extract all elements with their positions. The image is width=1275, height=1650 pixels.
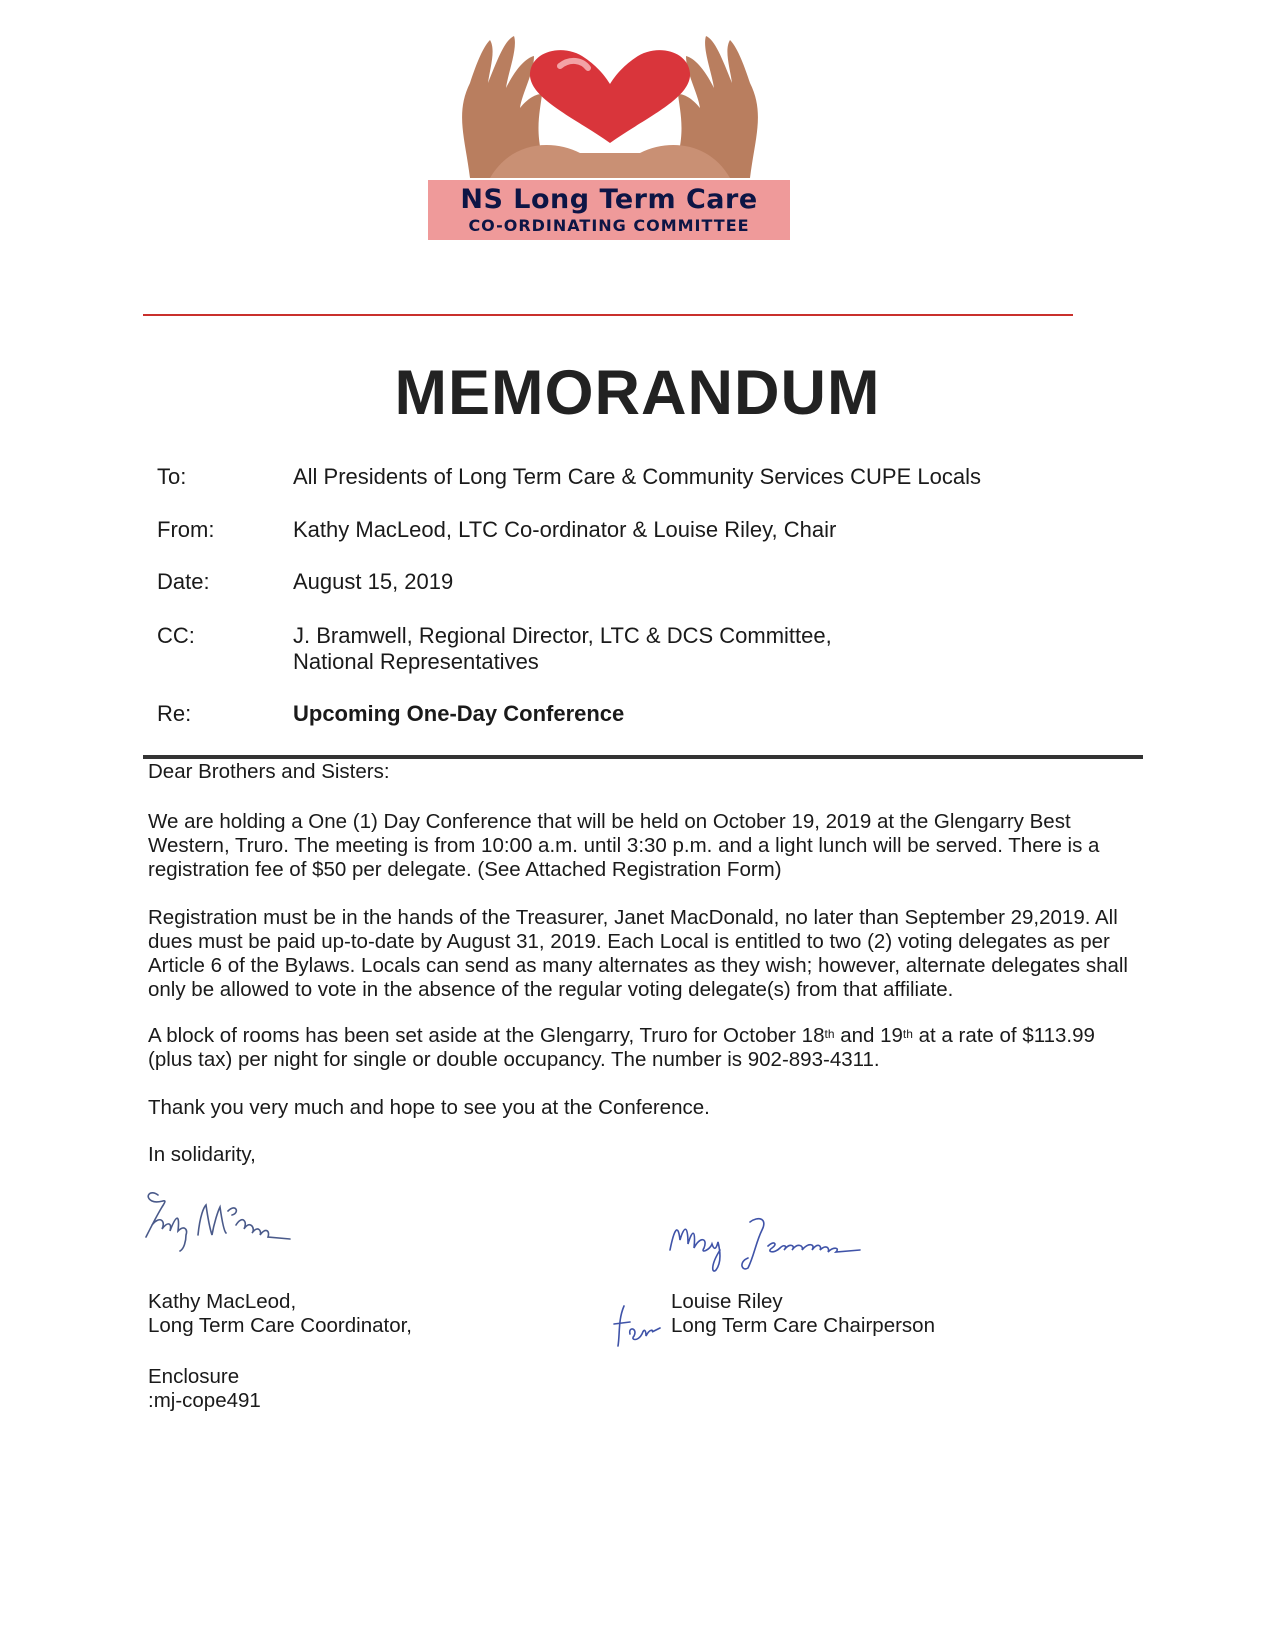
signature-for-mark — [612, 1300, 664, 1350]
paragraph-3-part-a: A block of rooms has been set aside at the Glengarry, Truro for October 18 — [148, 1024, 825, 1047]
cc-value-line1: J. Bramwell, Regional Director, LTC & DCS Committee, — [293, 623, 832, 648]
body-divider — [143, 755, 1143, 759]
re-label: Re: — [157, 701, 192, 726]
page-title: MEMORANDUM — [394, 358, 881, 428]
to-label: To: — [157, 464, 187, 489]
to-value: All Presidents of Long Term Care & Community Services CUPE Locals — [293, 464, 981, 489]
superscript-th: th — [902, 1027, 913, 1041]
cc-value-line2: National Representatives — [293, 649, 539, 674]
paragraph-3 — [148, 1024, 1133, 1072]
from-value: Kathy MacLeod, LTC Co-ordinator & Louise Riley, Chair — [293, 517, 837, 542]
paragraph-1: We are holding a One (1) Day Conference that will be held on October 19, 2019 at the Glengarry Best Western, Truro. The meeting is from 10:00 a.m. until 3:30 p.m. and a light lunch will be served. There is a registration fee of $50 per delegate. (See Attached Registration Form) — [148, 810, 1100, 881]
reference-initials: :mj-cope491 — [148, 1389, 261, 1412]
signatory-left-title: Long Term Care Coordinator, — [148, 1314, 412, 1337]
re-value: Upcoming One-Day Conference — [293, 701, 625, 726]
heart-hands-icon — [410, 28, 810, 188]
signatory-left — [148, 1290, 412, 1338]
footer — [148, 1365, 261, 1413]
signature-right — [660, 1210, 900, 1274]
logo — [410, 28, 810, 250]
logo-title: NS Long Term Care — [460, 184, 758, 215]
from-label: From: — [157, 517, 215, 542]
salutation: Dear Brothers and Sisters: — [148, 760, 390, 783]
date-value: August 15, 2019 — [293, 569, 454, 594]
date-label: Date: — [157, 569, 210, 594]
signatory-right — [671, 1290, 935, 1338]
paragraph-3-part-b: and 19 — [834, 1024, 903, 1047]
cc-label: CC: — [157, 623, 195, 648]
paragraph-2: Registration must be in the hands of the Treasurer, Janet MacDonald, no later than September 29,2019. All dues must be paid up-to-date by August 31, 2019. Each Local is entitled to two (2) voting delegates as per Article 6 of the Bylaws. Locals can send as many alternates as they wish; however, alternate delegates shall only be allowed to vote in the absence of the regular voting delegate(s) from that affiliate. — [148, 906, 1128, 1001]
closing: In solidarity, — [148, 1143, 256, 1166]
header-divider — [143, 314, 1073, 316]
enclosure-note: Enclosure — [148, 1365, 240, 1388]
paragraph-3-part-c: at a rate of $113.99 (plus tax) per night for single or double occupancy. The number is 902-893-4311. — [148, 1024, 1095, 1071]
signatory-right-title: Long Term Care Chairperson — [671, 1314, 935, 1337]
superscript-th: th — [824, 1027, 835, 1041]
signature-left — [140, 1185, 310, 1255]
logo-subtitle: CO-ORDINATING COMMITTEE — [468, 216, 750, 235]
signatory-left-name: Kathy MacLeod, — [148, 1290, 297, 1313]
logo-banner — [428, 180, 790, 240]
cc-value — [293, 623, 832, 675]
paragraph-4: Thank you very much and hope to see you at the Conference. — [148, 1096, 710, 1119]
signatory-right-name: Louise Riley — [671, 1290, 783, 1313]
